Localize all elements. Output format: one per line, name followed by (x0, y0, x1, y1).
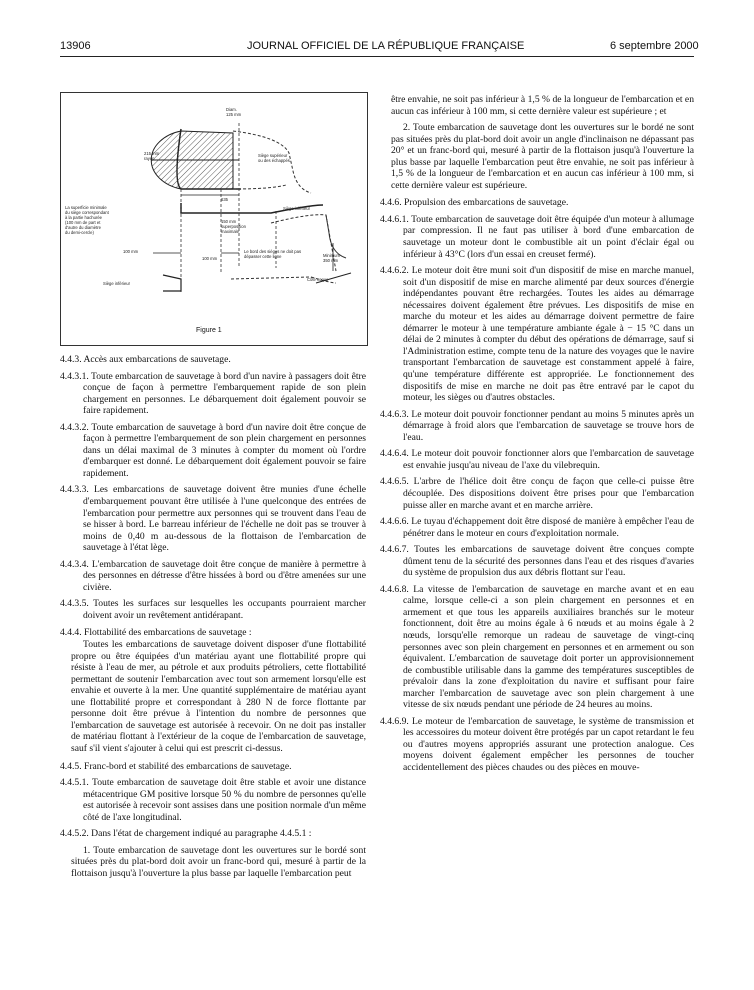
label-150: 150 mm superposition maximale (221, 219, 246, 234)
page-number: 13906 (60, 40, 91, 52)
figure-1 (60, 92, 368, 346)
header-rule (60, 56, 694, 57)
paragraph: 4.4.6.2. Le moteur doit être muni soit d'un dispositif de mise en marche manuel, soit d'un dispositif de mise en marche alimenté par deux sources d'énergie indépendantes pouvant être rechargées. Toutes les aides au démarrage nécessaires doivent également être prévues. Les dispositifs de mise en marche du moteur et les aides au démarrage doivent permettre de faire démarrer le moteur à une température ambiante égale à − 15 °C dans un délai de 2 minutes à compter du début des opérations de démarrage, sauf si l'Administration estime, compte tenu de la nature des voyages que le navire transportant l'embarcation de sauvetage est constamment appelé à faire, qu'une température différente est appropriée. Le fonctionnement des dispositifs de mise en marche ne doit pas être entravé par le capot du moteur, les sièges ou d'autres obstacles. (380, 265, 694, 404)
label-100-left: 100 mm (123, 249, 139, 254)
paragraph: 4.4.6.3. Le moteur doit pouvoir fonctionner pendant au moins 5 minutes après un démarrage à froid alors que l'embarcation de sauvetage se trouve hors de l'eau. (380, 408, 694, 443)
paragraph: 4.4.6.6. Le tuyau d'échappement doit être disposé de manière à empêcher l'eau de pénétrer dans le moteur en cours d'exploitation normale. (380, 516, 694, 539)
label-siege-inferieur-left: Siège inférieur (103, 281, 131, 286)
paragraph: 4.4.3.3. Les embarcations de sauvetage doivent être munies d'une échelle d'embarquement pouvant être utilisée à l'une quelconque des entrées de l'embarcation pour permettre aux personnes qui se trouvent dans l'eau de se hisser à bord. Le barreau inférieur de l'échelle ne doit pas se trouver à moins de 0,40 m au-dessous de la flottaison de l'embarcation de sauvetage à l'état lège. (60, 484, 366, 554)
paragraph: 4.4.3.4. L'embarcation de sauvetage doit être conçue de manière à permettre à des personnes en détresse d'être hissées à bord ou d'être amenées sur une civière. (60, 558, 366, 593)
figure-caption: Figure 1 (196, 327, 222, 334)
paragraph: 4.4.6.8. La vitesse de l'embarcation de sauvetage en marche avant et en eau calme, lorsque celle-ci a son plein chargement en personnes et en armement et que tous les appareils auxiliaires branchés sur le moteur fonctionnent, doit être au moins égale à 6 nœuds et au moins égale à 2 nœuds, lorsqu'elle remorque un radeau de sauvetage de vingt-cinq personnes avec son plein chargement en personnes et en armement ou son équivalent. L'embarcation de sauvetage doit porter un approvisionnement de combustible utilisable dans la gamme des températures susceptibles de prévaloir dans la zone d'exploitation du navire et suffisant pour faire marcher l'embarcation de sauvetage avec son plein chargement à une vitesse de six nœuds pendant une période de 24 heures au moins. (380, 583, 694, 711)
label-635: 635 (221, 197, 228, 202)
right-text (380, 94, 694, 774)
paragraph: 4.4.3.2. Toute embarcation de sauvetage à bord d'un navire doit être conçue de façon à permettre l'embarquement de son plein chargement en personnes dans un délai maximal de 3 minutes à compter du moment où l'ordre d'embarquer est donné. Le débarquement doit également pouvoir se faire rapidement. (60, 421, 366, 479)
paragraph: 4.4.6.9. Le moteur de l'embarcation de sauvetage, le système de transmission et les accessoires du moteur doivent être protégés par un capot retardant le feu ou d'autres moyens appropriés assurant une protection analogue. Ces moyens doivent également empêcher les personnes de toucher accidentellement des pièces chaudes ou des pièces en mouve- (380, 715, 694, 773)
paragraph: 4.4.6.1. Toute embarcation de sauvetage doit être équipée d'un moteur à allumage par compression. Il ne faut pas utiliser à bord d'une embarcation de sauvetage un moteur dont le combustible ait un point d'éclair égal ou inférieur à 43°C (lors d'un essai en creuset fermé). (380, 213, 694, 260)
label-cote-coque: Côté coque (307, 277, 329, 282)
label-surface: La superficie minimale du siège correspondant à la partie hachurée (100 mm de part et d'autre du diamètre du demi-cercle) (65, 205, 109, 235)
paragraph: 4.4.6.5. L'arbre de l'hélice doit être conçu de façon que celle-ci puisse être découplée. Des dispositions doivent être prises pour que l'embarcation puisse aller en marche avant et en marche arrière. (380, 476, 694, 511)
label-diam: Diam. 125 mm (226, 107, 242, 117)
right-column (380, 94, 694, 774)
sub-paragraph: 1. Toute embarcation de sauvetage dont les ouvertures sur le bordé sont situées près du plat-bord doit avoir un franc-bord qui, mesuré à partir de la flottaison jusqu'à l'ouverture la plus basse par laquelle l'embarcation peut (71, 844, 366, 879)
paragraph: 4.4.3.1. Toute embarcation de sauvetage à bord d'un navire à passagers doit être conçue de façon à permettre l'embarquement rapide de son plein chargement en personnes. Le débarquement doit également pouvoir se faire rapidement. (60, 370, 366, 417)
left-text (60, 354, 366, 879)
paragraph: 4.4.6.7. Toutes les embarcations de sauvetage doivent être conçues compte dûment tenu de la sécurité des personnes dans l'eau et des risques d'avaries du système de propulsion dus aux débris flottant sur l'eau. (380, 544, 694, 579)
label-350: Minimum 350 mm (323, 253, 340, 263)
label-100-mid: 100 mm (202, 256, 218, 261)
section-heading: 4.4.4. Flottabilité des embarcations de sauvetage : (60, 627, 252, 639)
paragraph-continuation: être envahie, ne soit pas inférieur à 1,5 % de la longueur de l'embarcation et en aucun cas inférieur à 100 mm, si cette dernière valeur est supérieure ; et (391, 94, 694, 117)
section-heading: 4.4.6. Propulsion des embarcations de sauvetage. (380, 197, 569, 209)
sub-paragraph: 2. Toute embarcation de sauvetage dont les ouvertures sur le bordé ne sont pas situées près du plat-bord doit avoir un angle d'inclinaison ne dépassant pas 20° et un franc-bord qui, mesuré à partir de la flottaison jusqu'à l'ouverture la plus basse par laquelle l'embarcation peut être envahie, ne soit pas inférieur à 1,5 % de la longueur de l'embarcation et en aucun cas inférieur à 100 mm, si cette dernière valeur est supérieure. (391, 122, 694, 191)
left-column (60, 92, 366, 879)
header-date: 6 septembre 2000 (610, 40, 699, 52)
section-heading: 4.4.5. Franc-bord et stabilité des embarcations de sauvetage. (60, 760, 292, 772)
label-215: 215 mm rayon (144, 151, 160, 161)
paragraph: 4.4.3.5. Toutes les surfaces sur lesquelles les occupants pourraient marcher doivent avoir un revêtement antidérapant. (60, 598, 366, 621)
section-heading: 4.4.3. Accès aux embarcations de sauvetage. (60, 354, 231, 365)
label-siege-superieur: Siège supérieur ou des échappés (258, 153, 290, 163)
paragraph: 4.4.5.1. Toute embarcation de sauvetage doit être stable et avoir une distance métacentrique GM positive lorsque 50 % du nombre de personnes qu'elle est autorisée à recevoir sont assises dans une position normale d'un même côté de l'axe longitudinal. (60, 777, 366, 823)
label-bord: Le bord des sièges ne doit pas dépasser cette ligne (244, 249, 302, 259)
label-siege-inferieur-right: Siège inférieur (283, 206, 311, 211)
journal-title: JOURNAL OFFICIEL DE LA RÉPUBLIQUE FRANÇAISE (247, 40, 525, 52)
paragraph: 4.4.6.4. Le moteur doit pouvoir fonctionner alors que l'embarcation de sauvetage est envahie jusqu'au niveau de l'axe du vilebrequin. (380, 448, 694, 471)
paragraph: 4.4.5.2. Dans l'état de chargement indiqué au paragraphe 4.4.5.1 : (60, 828, 312, 840)
paragraph: Toutes les embarcations de sauvetage doivent disposer d'une flottabilité propre ou être équipées d'un matériau ayant une flottabilité propre qui résiste à l'eau de mer, au pétrole et aux produits pétroliers, cette flottabilité permettant de soutenir l'embarcation avec tout son armement lorsqu'elle est envahie et ouverte à la mer. Une quantité supplémentaire de matériau ayant une flottabilité propre et correspondant à 280 N de force flottante par personne doit être prévue à l'intention du nombre de personnes que l'embarcation de sauvetage est autorisée à recevoir. On ne doit pas installer de matériau flottant à l'extérieur de la coque de l'embarcation de sauvetage, sauf s'il vient s'ajouter à celui qui est prescrit ci-dessus. (71, 639, 366, 754)
